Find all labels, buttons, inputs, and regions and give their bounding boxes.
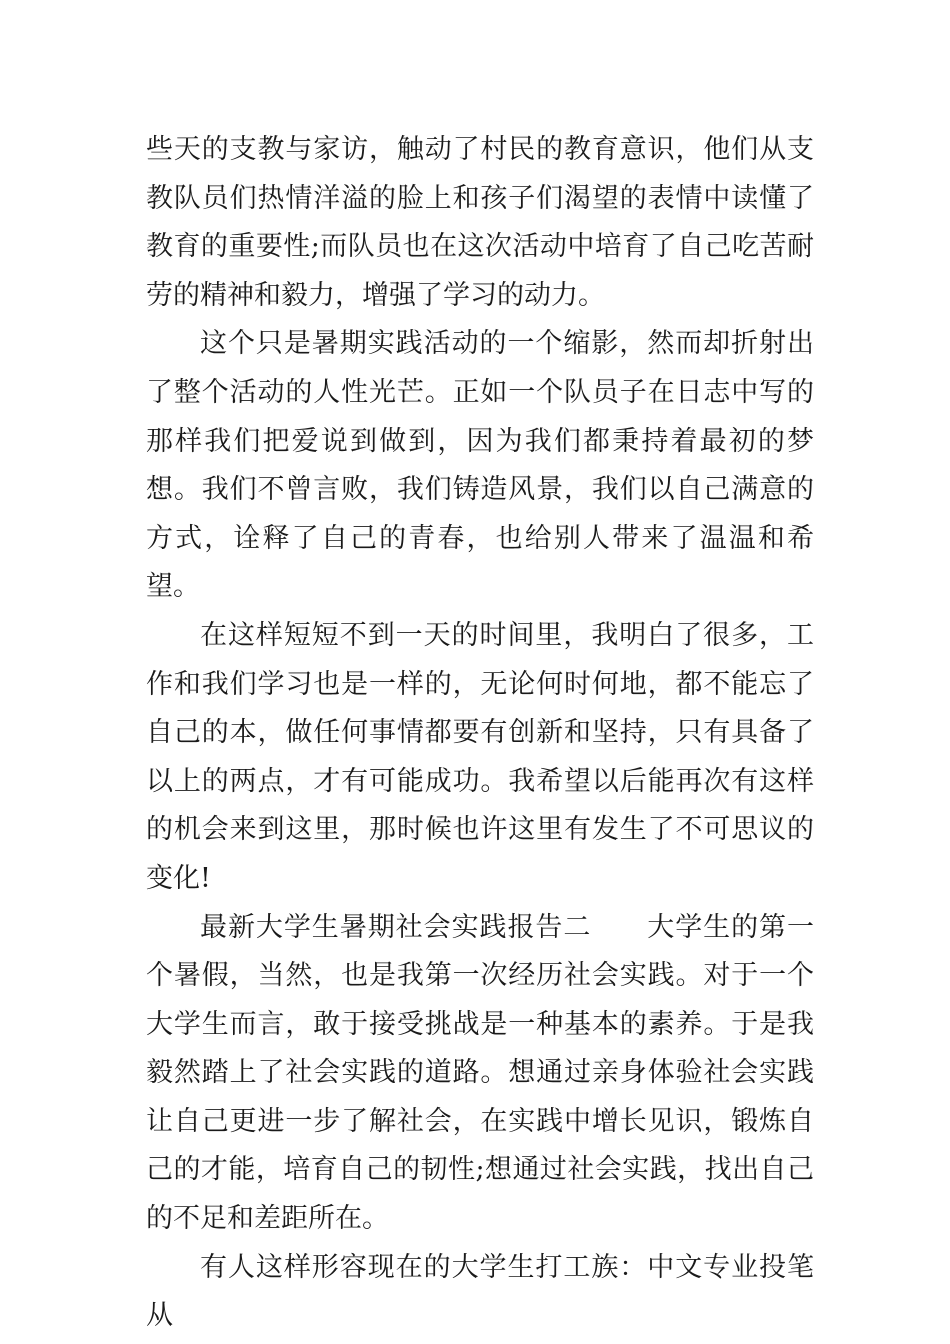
document-body: [146, 126, 814, 1341]
paragraph-4: 最新大学生暑期社会实践报告二 大学生的第一个暑假，当然，也是我第一次经历社会实践。对于一个大学生而言，敢于接受挑战是一种基本的素养。于是我毅然踏上了社会实践的道路。想通过亲身体验社会实践让自己更进一步了解社会，在实践中增长见识，锻炼自己的才能，培育自己的韧性;想通过社会实践，找出自己的不足和差距所在。: [146, 911, 814, 1235]
paragraph-3: 在这样短短不到一天的时间里，我明白了很多，工作和我们学习也是一样的，无论何时何地，都不能忘了自己的本，做任何事情都要有创新和坚持，只有具备了以上的两点，才有可能成功。我希望以后能再次有这样的机会来到这里，那时候也许这里有发生了不可思议的变化!: [146, 619, 814, 894]
paragraph-1: 些天的支教与家访，触动了村民的教育意识，他们从支教队员们热情洋溢的脸上和孩子们渴望的表情中读懂了教育的重要性;而队员也在这次活动中培育了自己吃苦耐劳的精神和毅力，增强了学习的动力。: [146, 134, 814, 311]
paragraph-2: 这个只是暑期实践活动的一个缩影，然而却折射出了整个活动的人性光芒。正如一个队员子在日志中写的那样我们把爱说到做到，因为我们都秉持着最初的梦想。我们不曾言败，我们铸造风景，我们以自己满意的方式，诠释了自己的青春，也给别人带来了温温和希望。: [146, 328, 814, 603]
paragraph-5: 有人这样形容现在的大学生打工族：中文专业投笔从: [146, 1251, 814, 1332]
